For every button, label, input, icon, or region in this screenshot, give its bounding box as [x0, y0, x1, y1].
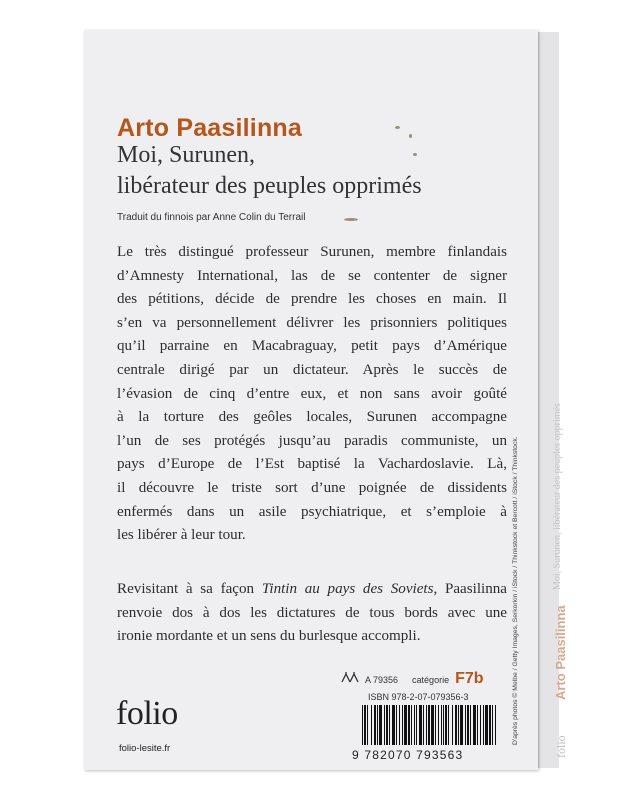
blurb-text: Revisitant à sa façon — [117, 581, 262, 597]
barcode-bar — [448, 705, 449, 745]
blurb-line: à la torture des geôles locales, Surunen accompagne — [117, 409, 507, 426]
gallimard-logo-icon — [341, 672, 359, 685]
barcode-bar — [362, 705, 363, 745]
barcode-bar — [374, 705, 376, 745]
barcode-bar — [480, 705, 481, 745]
barcode-bar — [384, 705, 385, 745]
barcode-bar — [452, 705, 453, 745]
barcode-bar — [402, 705, 403, 745]
barcode-number: 9 782070 793563 — [352, 748, 464, 762]
barcode-icon — [362, 705, 496, 745]
barcode-bar — [473, 705, 476, 745]
book-title-line-1: Moi, Surunen, — [117, 142, 255, 168]
barcode-bar — [492, 705, 493, 745]
blurb-text: , Paasilinna — [433, 581, 507, 597]
barcode-bar — [371, 705, 372, 745]
barcode-bar — [419, 705, 422, 745]
blurb-line: centrale dirigé par un dictateur. Après le succès de — [117, 361, 507, 378]
blurb-line: enfermés dans un asile psychiatrique, et s’emploie à — [117, 503, 507, 520]
barcode-bar — [445, 705, 447, 745]
speck-1 — [395, 126, 400, 129]
barcode-bar — [458, 705, 459, 745]
spine-author: Arto Paasilinna — [553, 605, 568, 700]
barcode-bar — [404, 705, 407, 745]
blurb-line: d’Amnesty International, las de se contenter de signer — [117, 267, 507, 284]
barcode-bar — [379, 705, 382, 745]
catalog-row — [341, 670, 484, 688]
barcode-bar — [364, 705, 366, 745]
spine-title: Moi, Surunen, libérateur des peuples opprimés — [552, 403, 563, 590]
barcode-bar — [389, 705, 390, 745]
speck-4 — [344, 218, 358, 221]
barcode-bar — [416, 705, 417, 745]
publisher-logo: folio — [116, 695, 178, 732]
blurb-line: s’en va personnellement délivrer les prisonniers politiques — [117, 314, 507, 331]
blurb-paragraph-2 — [117, 578, 507, 649]
barcode-bar — [465, 705, 466, 745]
barcode-bar — [423, 705, 424, 745]
photo-credit: D'après photos © Melbe / Getty Images, Serkorkin / iStock / Thinkstock et Bercott / iStock / Thinkstock. — [512, 436, 519, 745]
blurb-line: qu’il parraine en Macabraguay, petit pays d’Amérique — [117, 338, 507, 355]
speck-2 — [409, 134, 412, 138]
barcode-bar — [438, 705, 439, 745]
barcode-bar — [431, 705, 434, 745]
barcode-bar — [489, 705, 491, 745]
barcode-bar — [392, 705, 395, 745]
barcode-bar — [411, 705, 412, 745]
spine-logo: folio — [554, 735, 568, 758]
barcode-bar — [386, 705, 388, 745]
barcode-bar — [435, 705, 436, 745]
isbn-text: ISBN 978-2-07-079356-3 — [368, 692, 469, 702]
blurb-line: l’évasion de cinq d’entre eux, et non sans avoir goûté — [117, 385, 507, 402]
blurb-paragraph-1 — [117, 241, 507, 548]
barcode-bar — [408, 705, 410, 745]
barcode-bar — [414, 705, 415, 745]
barcode-bar — [470, 705, 471, 745]
barcode-bar — [367, 705, 368, 745]
barcode-bar — [396, 705, 397, 745]
blurb-line: des pétitions, décide de prendre les choses en main. Il — [117, 291, 507, 308]
barcode-bar — [495, 705, 496, 745]
barcode-bar — [426, 705, 427, 745]
barcode-bar — [460, 705, 463, 745]
translator-credit: Traduit du finnois par Anne Colin du Terrail — [117, 212, 306, 223]
barcode-bar — [399, 705, 400, 745]
barcode-bar — [443, 705, 444, 745]
barcode-bar — [377, 705, 378, 745]
barcode-bar — [485, 705, 488, 745]
blurb-line: il découvre le triste sort d’une poignée de dissidents — [117, 479, 507, 496]
blurb-line: les libérer à leur tour. — [117, 527, 246, 544]
barcode-bar — [467, 705, 469, 745]
barcode-bar — [441, 705, 442, 745]
barcode-bar — [455, 705, 457, 745]
category-code: F7b — [455, 670, 484, 687]
blurb-line: renvoie dos à dos les dictatures de tous bords avec une — [117, 604, 507, 621]
book-title-line-2: libérateur des peuples opprimés — [117, 173, 422, 199]
blurb-line: Le très distingué professeur Surunen, membre finlandais — [117, 244, 507, 260]
blurb-line: l’un de ses protégés jusqu’au paradis communiste, un — [117, 432, 507, 449]
barcode-bar — [428, 705, 430, 745]
blurb-line: ironie mordante et un sens du burlesque accompli. — [117, 628, 421, 645]
catalog-code: A 79356 — [365, 675, 399, 685]
barcode-bar — [477, 705, 478, 745]
blurb-line — [117, 578, 507, 602]
blurb-line: pays d’Europe de l’Est baptisé la Vachardoslavie. Là, — [117, 456, 507, 473]
barcode-bar — [483, 705, 484, 745]
publisher-website: folio-lesite.fr — [119, 743, 171, 754]
speck-3 — [413, 153, 417, 156]
book-reference: Tintin au pays des Soviets — [261, 581, 434, 597]
author-name: Arto Paasilinna — [117, 114, 302, 142]
category-label: catégorie — [412, 675, 450, 685]
